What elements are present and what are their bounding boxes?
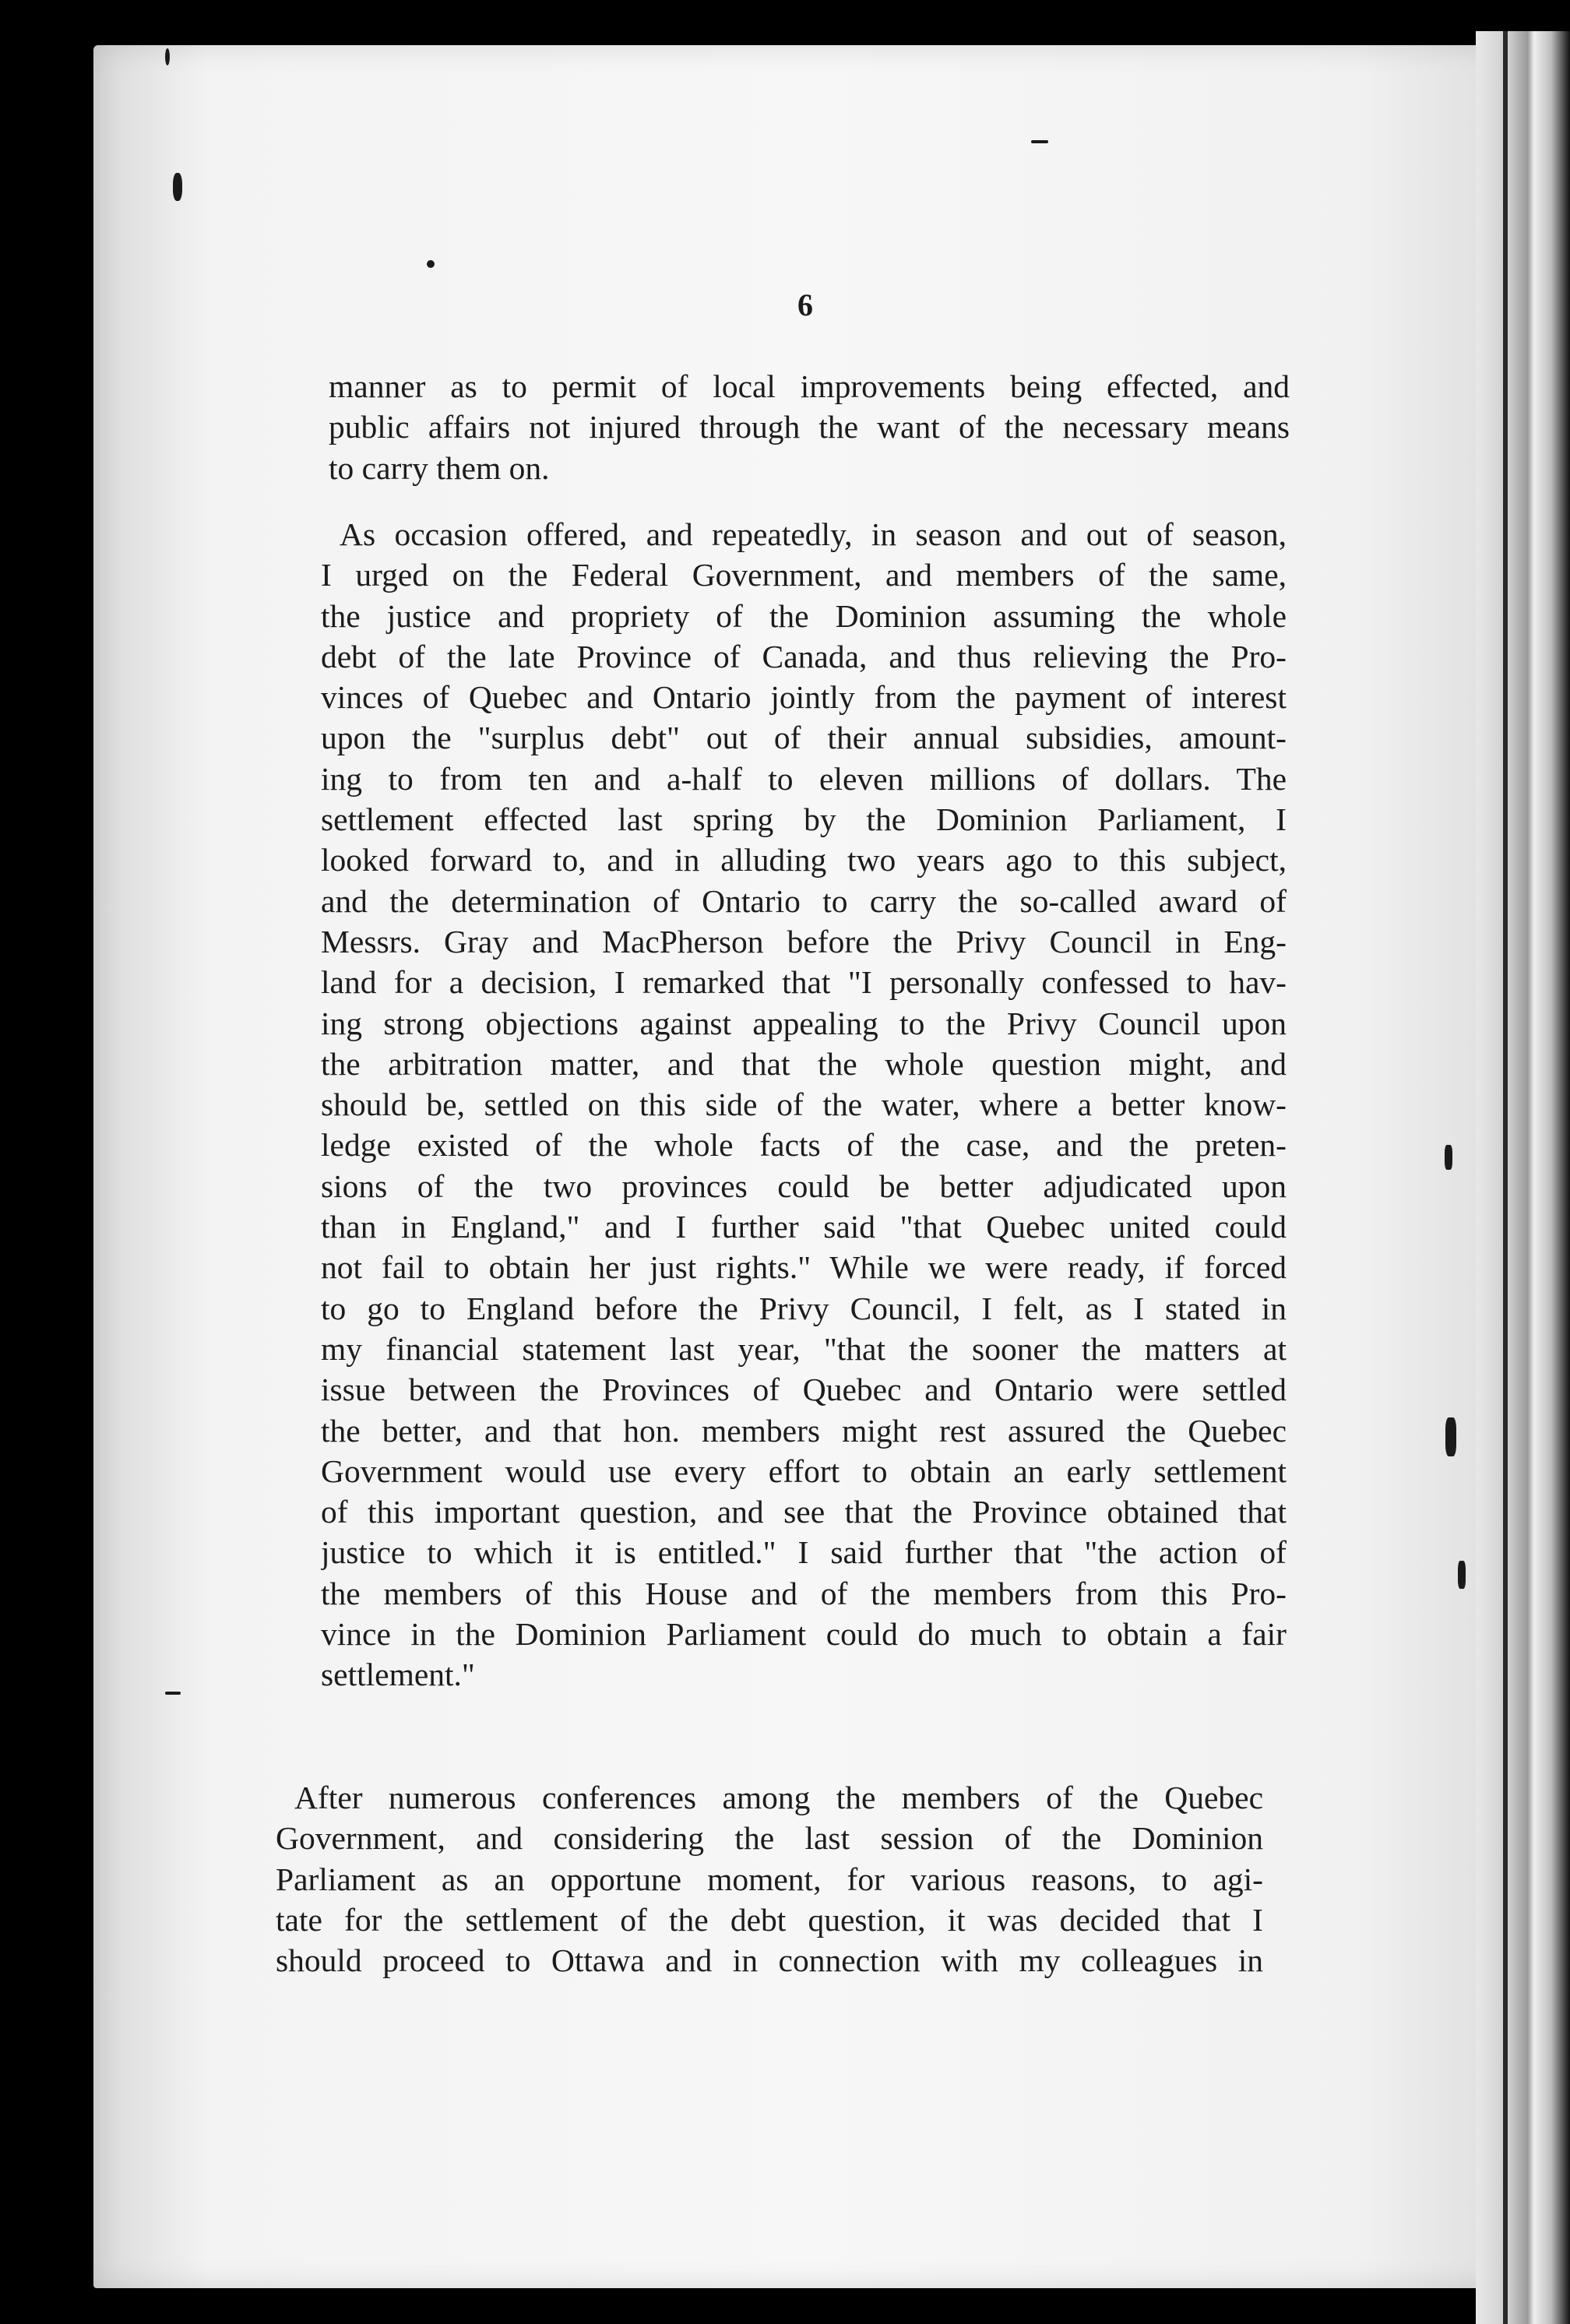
text-line: upon the "surplus debt" out of their annual subsidies, amount-: [321, 720, 1287, 756]
text-line: the better, and that hon. members might rest assured the Quebec: [321, 1412, 1287, 1449]
text-line: ledge existed of the whole facts of the case, and the preten-: [321, 1127, 1287, 1164]
text-line: settlement effected last spring by the Dominion Parliament, I: [321, 801, 1287, 838]
text-line: and the determination of Ontario to carry the so-called award of: [321, 882, 1287, 919]
text-line: should be, settled on this side of the water, where a better know-: [321, 1086, 1287, 1123]
text-line: to carry them on.: [329, 449, 550, 486]
scan-speck: [1445, 1145, 1452, 1170]
paragraph-2: [321, 514, 1287, 1695]
text-line: settlement.": [321, 1657, 475, 1693]
text-line: justice to which it is entitled." I said further that "the action of: [321, 1534, 1287, 1571]
scan-speck: [165, 48, 170, 65]
paragraph-3: [276, 1777, 1263, 1981]
text-line: manner as to permit of local improvements being effected, and: [329, 368, 1290, 404]
text-line: Government would use every effort to obtain an early settlement: [321, 1452, 1287, 1489]
scan-speck: [1031, 140, 1048, 143]
text-line: sions of the two provinces could be better adjudicated upon: [321, 1167, 1287, 1204]
scan-speck: [173, 173, 182, 201]
paragraph-1: [329, 366, 1290, 488]
text-line: my financial statement last year, "that the sooner the matters at: [321, 1330, 1287, 1367]
text-line: ing strong objections against appealing to the Privy Council upon: [321, 1005, 1287, 1041]
text-line: of this important question, and see that the Province obtained that: [321, 1494, 1287, 1530]
text-line: to go to England before the Privy Council, I felt, as I stated in: [321, 1290, 1287, 1326]
text-line: vinces of Quebec and Ontario jointly from the payment of interest: [321, 679, 1287, 716]
page-binding-edge: [1476, 31, 1570, 2324]
scan-speck: [1458, 1561, 1466, 1589]
binding-crease: [1503, 31, 1508, 2324]
text-line: the members of this House and of the members from this Pro-: [321, 1575, 1287, 1611]
text-line: should proceed to Ottawa and in connection with my colleagues in: [276, 1942, 1263, 1979]
text-line: I urged on the Federal Government, and members of the same,: [321, 557, 1287, 593]
text-line: Messrs. Gray and MacPherson before the Privy Council in Eng-: [321, 923, 1287, 960]
scan-speck: [165, 1692, 181, 1695]
scan-speck: [427, 260, 435, 268]
text-line: tate for the settlement of the debt question, it was decided that I: [276, 1901, 1263, 1938]
text-line: vince in the Dominion Parliament could do much to obtain a fair: [321, 1616, 1287, 1653]
text-line: public affairs not injured through the want of the necessary means: [329, 409, 1290, 445]
text-line: not fail to obtain her just rights." While we were ready, if forced: [321, 1249, 1287, 1286]
text-line: than in England," and I further said "that Quebec united could: [321, 1209, 1287, 1245]
text-line: looked forward to, and in alluding two years ago to this subject,: [321, 842, 1287, 879]
text-line: Parliament as an opportune moment, for various reasons, to agi-: [276, 1861, 1263, 1897]
text-line: debt of the late Province of Canada, and thus relieving the Pro-: [321, 638, 1287, 674]
text-line: Government, and considering the last session of the Dominion: [276, 1820, 1263, 1857]
text-line: the arbitration matter, and that the whole question might, and: [321, 1045, 1287, 1082]
text-line: land for a decision, I remarked that "I personally confessed to hav-: [321, 964, 1287, 1001]
text-line: After numerous conferences among the members of the Quebec: [294, 1780, 1263, 1815]
scan-speck: [1445, 1417, 1456, 1456]
text-line: the justice and propriety of the Dominion assuming the whole: [321, 597, 1287, 634]
page-number: 6: [797, 287, 813, 322]
text-line: As occasion offered, and repeatedly, in season and out of season,: [340, 516, 1287, 552]
text-line: ing to from ten and a-half to eleven millions of dollars. The: [321, 760, 1287, 797]
text-line: issue between the Provinces of Quebec and Ontario were settled: [321, 1372, 1287, 1408]
